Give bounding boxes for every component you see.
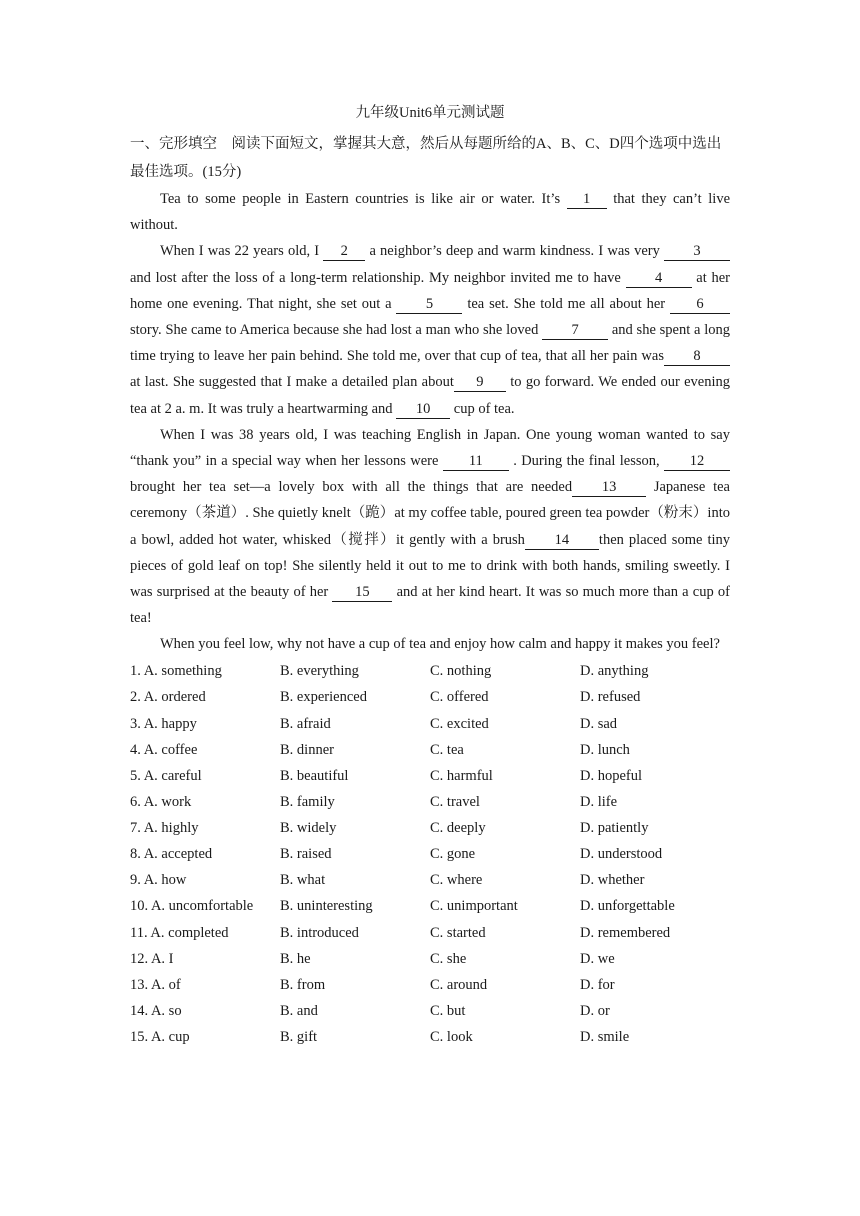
option-9-A: 9. A. how	[130, 872, 187, 889]
option-2-A: 2. A. ordered	[130, 689, 206, 706]
option-8-B: B. raised	[280, 846, 332, 863]
question-row-15	[130, 1025, 730, 1051]
blank-4: 4	[626, 270, 692, 288]
blank-12: 12	[664, 453, 730, 471]
passage-paragraph-4	[130, 631, 730, 657]
blank-15: 15	[332, 584, 392, 602]
document-page	[130, 100, 730, 1051]
option-2-B: B. experienced	[280, 689, 367, 706]
option-1-C: C. nothing	[430, 663, 492, 680]
question-row-13	[130, 972, 730, 998]
option-3-D: D. sad	[580, 715, 618, 732]
option-4-D: D. lunch	[580, 741, 630, 758]
option-7-C: C. deeply	[430, 820, 486, 837]
option-10-B: B. uninteresting	[280, 898, 373, 915]
option-3-C: C. excited	[430, 715, 489, 732]
blank-5: 5	[396, 296, 462, 314]
question-row-7	[130, 816, 730, 842]
option-14-A: 14. A. so	[130, 1003, 182, 1020]
option-5-B: B. beautiful	[280, 767, 349, 784]
page-title: 九年级Unit6单元测试题	[355, 105, 505, 121]
option-3-A: 3. A. happy	[130, 715, 197, 732]
option-12-A: 12. A. I	[130, 950, 174, 967]
option-6-B: B. family	[280, 793, 335, 810]
option-15-B: B. gift	[280, 1029, 318, 1046]
question-row-1	[130, 659, 730, 685]
passage-text: at last. She suggested that I make a detailed plan about	[130, 374, 454, 391]
option-6-C: C. travel	[430, 793, 480, 810]
option-7-A: 7. A. highly	[130, 820, 199, 837]
option-4-B: B. dinner	[280, 741, 334, 758]
option-8-C: C. gone	[430, 846, 476, 863]
blank-3: 3	[664, 243, 730, 261]
passage-text: When I was 22 years old, I	[160, 243, 324, 260]
option-12-D: D. we	[580, 950, 615, 967]
option-2-D: D. refused	[580, 689, 641, 706]
blank-7: 7	[542, 322, 608, 340]
option-13-D: D. for	[580, 976, 615, 993]
question-row-10	[130, 894, 730, 920]
question-row-5	[130, 763, 730, 789]
option-14-D: D. or	[580, 1003, 610, 1020]
question-row-4	[130, 737, 730, 763]
option-5-D: D. hopeful	[580, 767, 643, 784]
passage-text: and at her kind heart. It was so much more than a cup of tea!	[130, 584, 730, 627]
option-1-A: 1. A. something	[130, 663, 222, 680]
option-15-D: D. smile	[580, 1029, 630, 1046]
blank-13: 13	[572, 479, 646, 497]
blank-9: 9	[454, 374, 506, 392]
passage-text: brought her tea set—a lovely box with all the things that are needed	[130, 479, 573, 496]
passage-paragraph-1	[130, 186, 730, 238]
option-6-A: 6. A. work	[130, 793, 192, 810]
passage-text: a neighbor’s deep and warm kindness. I was very	[365, 243, 665, 260]
option-12-C: C. she	[430, 950, 467, 967]
option-9-C: C. where	[430, 872, 483, 889]
passage-text: then placed some tiny pieces of gold leaf on top! She silently held it out to me to drink with both hands, smiling sweetly. I was surprised at the beauty of her	[130, 531, 730, 601]
option-11-D: D. remembered	[580, 924, 671, 941]
question-row-6	[130, 789, 730, 815]
option-11-A: 11. A. completed	[130, 924, 229, 941]
passage-text: . During the final lesson,	[508, 453, 664, 470]
options-list	[130, 659, 730, 1051]
passage-text: story. She came to America because she had lost a man who she loved	[130, 322, 543, 339]
option-11-B: B. introduced	[280, 924, 359, 941]
option-5-C: C. harmful	[430, 767, 493, 784]
option-11-C: C. started	[430, 924, 486, 941]
question-row-14	[130, 998, 730, 1024]
option-1-B: B. everything	[280, 663, 359, 680]
option-4-A: 4. A. coffee	[130, 741, 198, 758]
blank-6: 6	[670, 296, 730, 314]
question-row-2	[130, 685, 730, 711]
passage-text: Japanese tea ceremony（茶道）. She quietly knelt（跪）at my coffee table, poured green tea powder（粉末）into a bowl, added hot water, whisked（搅拌）it gently with a brush	[130, 479, 730, 548]
section-instruction: 一、完形填空 阅读下面短文，掌握其大意，然后从每题所给的A、B、C、D四个选项中选出最佳选项。(15分)	[130, 136, 722, 180]
blank-11: 11	[443, 453, 509, 471]
passage-text: and she spent a long time trying to leave her pain behind. She told me, over that cup of tea, that all her pain was	[130, 322, 730, 365]
option-5-A: 5. A. careful	[130, 767, 202, 784]
question-row-11	[130, 920, 730, 946]
option-13-B: B. from	[280, 976, 326, 993]
blank-14: 14	[525, 532, 599, 550]
option-13-C: C. around	[430, 976, 488, 993]
option-4-C: C. tea	[430, 741, 464, 758]
question-row-3	[130, 711, 730, 737]
passage-text: cup of tea.	[450, 400, 515, 417]
blank-2: 2	[323, 243, 365, 261]
option-3-B: B. afraid	[280, 715, 331, 732]
question-row-12	[130, 946, 730, 972]
option-1-D: D. anything	[580, 663, 649, 680]
option-6-D: D. life	[580, 793, 618, 810]
option-12-B: B. he	[280, 950, 311, 967]
blank-1: 1	[567, 191, 607, 209]
option-15-A: 15. A. cup	[130, 1029, 190, 1046]
option-2-C: C. offered	[430, 689, 489, 706]
passage-text: tea set. She told me all about her	[462, 295, 670, 312]
option-14-B: B. and	[280, 1003, 318, 1020]
option-9-D: D. whether	[580, 872, 645, 889]
option-14-C: C. but	[430, 1003, 466, 1020]
passage-text: that they can’t live without.	[130, 191, 731, 234]
passage-text: When I was 38 years old, I was teaching English in Japan. One young woman wanted to say “thank you” in a special way when her lessons were	[130, 426, 730, 470]
blank-8: 8	[664, 348, 730, 366]
option-8-A: 8. A. accepted	[130, 846, 213, 863]
option-7-B: B. widely	[280, 820, 337, 837]
question-row-9	[130, 868, 730, 894]
option-10-C: C. unimportant	[430, 898, 518, 915]
question-row-8	[130, 842, 730, 868]
passage-text: at her home one evening. That night, she set out a	[130, 269, 730, 312]
option-10-D: D. unforgettable	[580, 898, 675, 915]
blank-10: 10	[396, 401, 450, 419]
passage-text: Tea to some people in Eastern countries is like air or water. It’s	[160, 191, 567, 207]
option-8-D: D. understood	[580, 846, 663, 863]
passage-text: to go forward. We ended our evening tea at 2 a. m. It was truly a heartwarming and	[130, 374, 731, 417]
passage-text: When you feel low, why not have a cup of tea and enjoy how calm and happy it makes you feel?	[160, 636, 720, 653]
passage-paragraph-2	[130, 238, 730, 421]
passage-paragraph-3	[130, 422, 730, 632]
option-9-B: B. what	[280, 872, 326, 889]
option-13-A: 13. A. of	[130, 976, 181, 993]
option-7-D: D. patiently	[580, 820, 649, 837]
option-15-C: C. look	[430, 1029, 473, 1046]
option-10-A: 10. A. uncomfortable	[130, 898, 254, 915]
passage-text: and lost after the loss of a long-term relationship. My neighbor invited me to have	[130, 269, 626, 286]
